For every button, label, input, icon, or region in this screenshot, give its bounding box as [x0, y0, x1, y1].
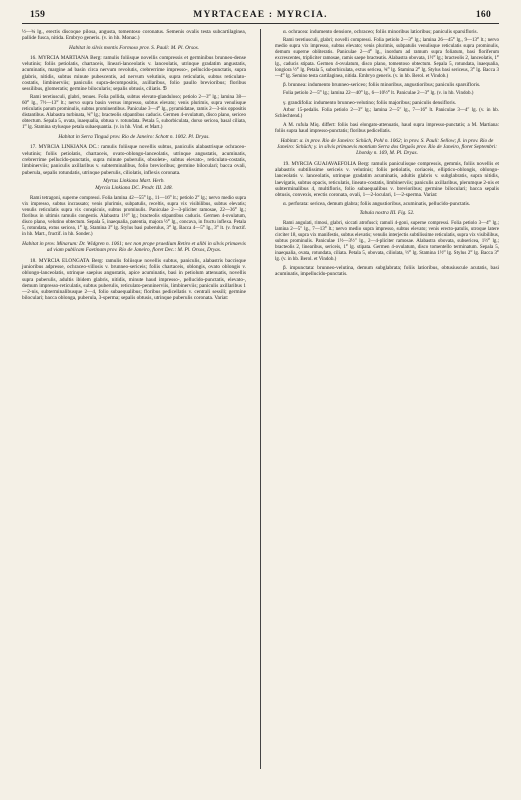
species-16-diagnosis: 16. MYRCIA MARTIANA Berg: ramulis foliisque novellis compressis et germinibus brunneo-dense velutinis; foliis petiolatis, chartaceis, lineari-lanceolatis v. lanceolatis, utrinque gradatim angustatis, acuminatis, margine ad basin circa nervum revolutis, crebrerrime impresso-, pellucido-punctatis, supra glabris, nitidis, subtus minute pubescentis, ad nervum velutinis, supra reticulatis, subtus reticulato-costatis, limbinerviis; paniculis supra-decompositis, axillaribus, folio paullo brevioribus; floribus sessilibus, glomeratis; germine bilocularis; sepalis obtusis, ciliatis. 𝔅: [22, 54, 247, 93]
right-column: [275, 29, 499, 769]
left-column: [22, 29, 246, 769]
variety-gamma-description: Arbor 15-pedalis. Folia petiolo 2—3‴ lg.; lamina 2—5″ lg., 7—16‴ lt. Paniculae 3—4″ lg. (v. in hb. Schlechtend.): [274, 108, 499, 120]
intro-habitat: Habitat in silvis montis Formoso prov. S. Pauli: M. Pl. Orsos.: [69, 44, 199, 51]
variety-beta: β. brunnea: indumento brunneo-sericeo; foliis minoribus, angustioribus; paniculis sparsifloris.: [282, 82, 481, 89]
page-number-right: 160: [475, 10, 491, 20]
variety-beta-description: Folia petiolo 2—5‴ lg.; lamina 22—40‴ lg., 6—10½‴ lt. Paniculae 2—3‴ lg. (v. in hb. Vindob.): [282, 91, 474, 97]
species-19-variety-beta: β. impunctata: brunneo-velutina, demum subglabrata; foliis latioribus, obtusiuscule acutatis, basi acuminatis, impellucido-punctatis.: [274, 265, 499, 278]
species-17-description: Rami tetragoni, superne compressi. Folia lamina 42—55‴ lg., 11—16‴ lt.; petiolo 2‴ lg.; nervo medio supra vix impresso, subtus incrassato; venis plurimis, subpatulis, receltis, supra vix visibilibus, subtus elevatis; venulis reticulatis supra vix conspicuis, subtus prominulis. Paniculae 2—3-pliciter ramosae, 22—36‴ lg.; floribus in ultimis ramulis congestis. Alabastra 1½‴ lg.; bracteolis stipantibus caducis. Germen 4-ovulatum, disco plano, velutino obtectum. Sepala 5, inaequalia, patentia, majora ½‴ lg., concava, in fructu inflexa. Petala 5, rotundata, extus sericea, 1‴ lg. Stamina 3‴ lg. Stylus basi puberulus, 3‴ lg. Bacca 4—5‴ lg., 3‴ lt. (v. fructif. in hb. Mart., fructif. in hb. Sonder.): [22, 196, 247, 238]
header-rule: [22, 23, 499, 24]
two-column-body: [22, 29, 499, 769]
species-18-note: A M. rufula Miq. differt: foliis basi elongato-attenuatis, haud supra impresso-punctatis; a M. Martiana: foliis supra haud impresso-punctatis; floribus pedicellatis.: [274, 122, 499, 134]
intro-paragraph: ½—¾ lg., erectis discoque pilosa, angusta, tomentoso coronatus. Semenis ovalis testa subcartilaginea, pallide fusca, nitida. Embryo generis. (v. in hb. Monac.): [22, 29, 247, 42]
variety-alpha-description: Rami teretiusculi, glabri; novelli compressi. Folia petiolo 2—3‴ lg.; lamina 26—45‴ lg., 9—13‴ lt.; nervo medio supra vix impresso, subtus elevato; venis plurimis, subpatulis venulisque reticulatis supra prominulis, demum superne obliteratis. Paniculae 2—4‴ lg., inordum ad ramum supra foliatum, basi floriferum excrescentes, tripliciter ramosae, ramis saepe bracteatis. Alabastra obovata, 1½‴ lg.; bracteolis 2, lanceolatis, 1‴ lg., caducis stipata. Germen 4-ovulatum, disco plano, tomentoso obtectum. Sepala 5, rotundata, inaequalia, longiora ½‴ lg. Petala 5, suborbiculata, extus sericea, ¾‴ lg. Stamina 2‴ lg. Stylus basi sericeus, 3‴ lg. Bacca 3—4‴ lg. Semino testa cartilaginea, nitida. Embryo generis. (v. in hb. Berol. et Vindob.): [274, 37, 499, 79]
species-17-synonym-1: Myrtus Linkiana Mart. Herb.: [103, 178, 165, 185]
column-divider: [260, 29, 261, 769]
species-19-diagnosis: 19. MYRCIA GUAJAVAEFOLIA Berg: ramulis paniculisque compressis, gemmis, foliis novellis et alabastris subtilissime sericeis v. velutinis; foliis petiolatis, coriaceis, elliptico-oblongis, oblongo-lanceolatis v. lanceolatis, utrinque gradatim acuminatis, adultis glabris v. subglabratis, supra nitidis, laevigatis, subtus opacis, reticulatis, lineato-costatis, limbinerviis; paniculis axillaribus, plerumque 2-nis et subterminalibus 4, multifloris, folio subaequalibus v. brevioribus; germine biloculari; bacca sepalis obtusis, convexis, erectis coronata, ovali, 1—2-loculari, 1—2-sperma. Variat:: [274, 160, 499, 199]
species-18-habitat: Habitat: α. in prov. Rio de Janeiro: Schüch, Pohl n. 1062; in prov. S. Pauli: Sellow; β. in prov. Rio de Janeiro: Schüch; γ. in silvis primaevis montium Serra dos Orgaõs prov. Rio de Janeiro, floret Septembri: Lhotsky n. 169, M. Pl. Dryas.: [276, 137, 497, 157]
running-header: [30, 10, 491, 20]
page-number-left: 159: [30, 10, 46, 20]
species-18-diagnosis: 18. MYRCIA ELONGATA Berg: ramulis foliisque novellis subtus, paniculis, alabastris baccisque junioribus adpresse, ochraceo-villosis v. brunneo-sericeis; foliis chartaceis, oblongis, ovato oblongis v. oblongo-lanceolatis, utrinque saepius angustatis, apice acuminatis, basi in petiolum attenuatis, novellis supra puberulis, adultis ibidem glabris, nitidis, minute haud impresso-, pellucido-punctatis, elevato-, demum impresso-reticulatis, subtus puberulis, reticulato-penninerviis, limbinerviis; paniculis axillaribus 1—2-nis, subterminalibusque 2—4, folio subaequalibus; floribus pedicellatis v. centrali sessili; germine biloculari; bacca oblonga, puberula, 3-sperma; sepalis obtusis, utrinque puberulis coronata. Variat:: [22, 257, 247, 302]
variety-gamma: γ. grandifolia: indumento brunneo-velutino; foliis majoribus; paniculis densifloris.: [282, 99, 457, 106]
species-16-habitat: Habitat in Serra Tinguá prov. Rio de Janeiro: Schott n. 1002. Pl. Dryas.: [58, 134, 210, 141]
species-19-plate-reference: Tabula nostra III. Fig. 52.: [359, 210, 415, 217]
species-16-description: Rami teretiusculi, glabri, tenues. Folia pollida, subtus elevato-glanduloso; petiolo 2—3‴ lg.; lamina 38—60‴ lg., 7½—13‴ lt.; nervo supra basin versus impresso, subtus elevato; venis plurimis, supra venulisque reticulatis parum prominulis, subtus prominentibus. Paniculae 3—4‴ lg., pyramidatae, ramis 2—3-nis oppositis distantibus. Alabastra turbinata, ¾‴ lg.; bracteolis stipantibus caducis. Germen 4-ovulatum, disco plano, sericeo obtectum. Sepala 5, ovata, inaequalia, obtusa v. rotundata. Petala 5, suborbiculata, dorso sericea, basal ciliata, 1‴ lg. Stamina stylusque petala subaequantia. (v. in hb. Vind. et Mart.): [22, 95, 247, 131]
species-17-synonym-2: Myrcia Linkiana DC. Prodr. III. 248.: [95, 184, 173, 191]
running-title: MYRTACEAE : MYRCIA.: [193, 10, 328, 20]
species-19-variety-alpha: α. perforata: sericea, demum glabra; foliis angustioribus, acuminatis, pellucido-punctatis.: [282, 201, 471, 208]
species-17-diagnosis: 17. MYRCIA LINKIANA DC.: ramulis foliisque novellis subtus, paniculis alabastrisque ochraceo-velutinis; foliis petiolatis, chartaceis, ovato-oblongo-lanceolatis, utrinque angustatis, acuminatis, crebrerrime pellucido-punctatis, supra minute puberulis, obsolete-, subtus elevato-, reticulato-costatis, limbinerviis; paniculis axillaribus v. subterminalibus, folio brevioribus; germine biloculari; bacca ovali, puberula, sepalis rotundatis, utrinque puberulis, ciliolatis, inflexis coronata.: [22, 144, 247, 176]
species-17-habitat: Habitat in prov. Minarum: Dr. Widgren n. 1061; nec non prope praedium Retiro et alibi in silvis primaevis ad viam publicam Faetinam prov. Rio de Janeiro, floret Dec.: M. Pl. Orsos, Dryas.: [22, 241, 246, 254]
variety-alpha: α. ochracea: indumento densiore, ochraceo; foliis minoribus latioribus; paniculis sparsifloris.: [282, 29, 478, 35]
species-19-description: Rami angulati, rimosi, glabri, siccati atrofusci; ramuli 4-goni, superne compressi. Folia petiolo 3—4‴ lg.; lamina 2—5″ lg., 7—13‴ lt.; nervo medio supra impresso, subtus elevato; venis erecto-patulis, utroque latere circiter 18, supra vix manifestis, subtus elevatis; venulis interjectis subtilissime reticulatis, supra vix visibilibus, subtus prominulis. Paniculae 1½—3½″ lg., 2—4-pliciter ramosae. Alabastra obovata, subsericea, 1½‴ lg.; bracteolis 2, linearibus, sericeis, 1‴ lg. stipata. Germen 4-ovulatum, disco tomentello terminatum. Sepala 5, inaequalia, ovata, rotundata, ciliata. Petala 5, obovata, ciliolata, ½‴ lg. Stamina 1½‴ lg. Stylus 2‴ lg. Bacca 3‴ lg. (v. in hb. Berol. et Vindob.): [274, 220, 499, 262]
